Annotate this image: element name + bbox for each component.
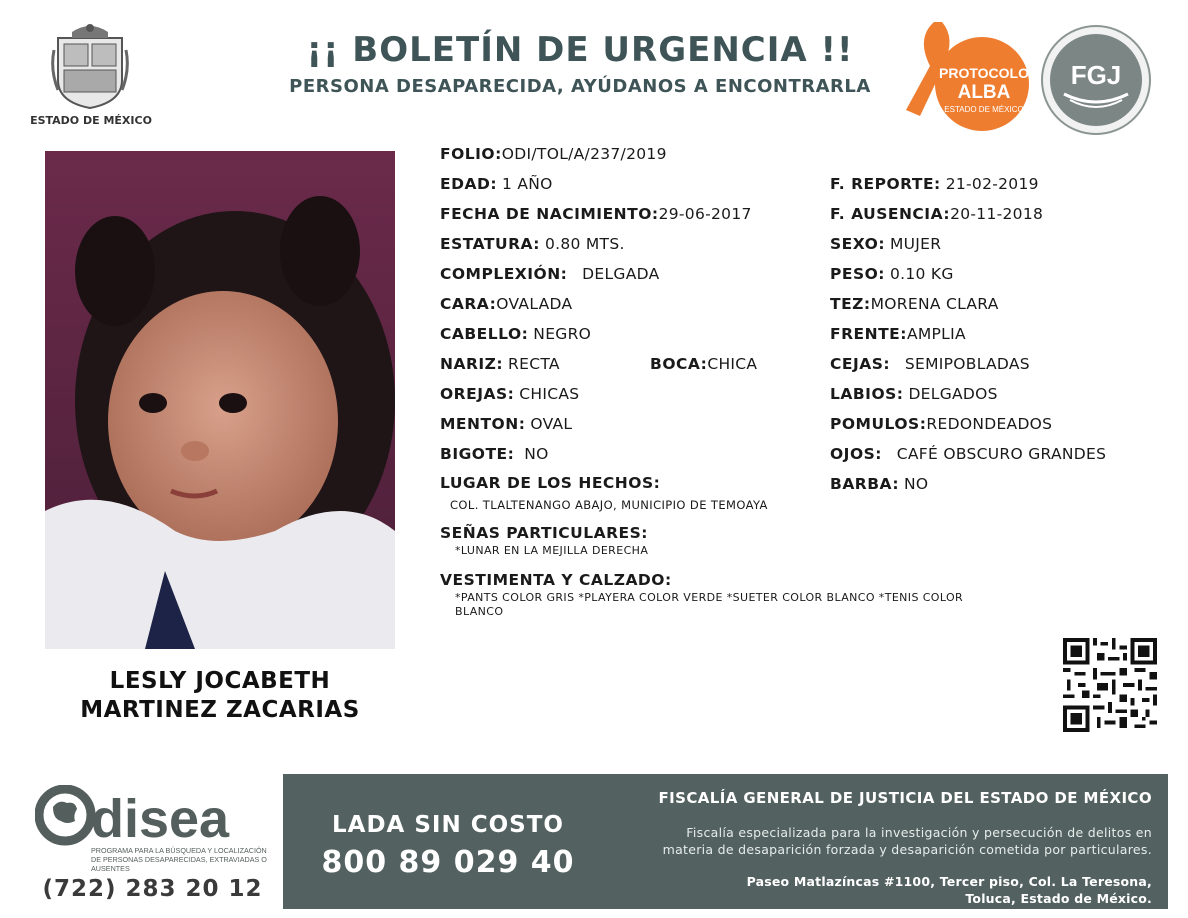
fgj-seal-logo: [1040, 24, 1152, 136]
odisea-desc-line1: PROGRAMA PARA LA BÚSQUEDA Y LOCALIZACIÓN: [91, 846, 267, 855]
field-pomulos: POMULOS:REDONDEADOS: [830, 415, 1053, 433]
field-nariz: NARIZ: RECTA: [440, 355, 560, 373]
field-f-ausencia: F. AUSENCIA:20-11-2018: [830, 205, 1044, 223]
field-complexion: COMPLEXIÓN: DELGADA: [440, 265, 660, 283]
alba-line1: PROTOCOLO: [939, 65, 1029, 81]
lada-sin-costo-label: LADA SIN COSTO: [332, 812, 564, 838]
odisea-desc-line2: DE PERSONAS DESAPARECIDAS, EXTRAVIADAS O: [91, 855, 267, 864]
odisea-phone[interactable]: (722) 283 20 12: [42, 876, 263, 902]
vestimenta-value: *PANTS COLOR GRIS *PLAYERA COLOR VERDE *SUETER COLOR BLANCO *TENIS COLOR BLANCO: [455, 591, 964, 618]
senas-value: *LUNAR EN LA MEJILLA DERECHA: [455, 544, 649, 557]
protocolo-alba-logo: [896, 18, 1032, 134]
bulletin-headline: ¡¡ BOLETÍN DE URGENCIA !!: [306, 30, 854, 70]
field-cara: CARA:OVALADA: [440, 295, 573, 313]
field-bigote: BIGOTE: NO: [440, 445, 549, 463]
toll-free-number[interactable]: 800 89 029 40: [321, 845, 575, 880]
field-frente: FRENTE:AMPLIA: [830, 325, 966, 343]
person-name-line2: MARTINEZ ZACARIAS: [80, 697, 360, 723]
field-fecha-nacimiento: FECHA DE NACIMIENTO:29-06-2017: [440, 205, 752, 223]
odisea-brand: disea: [91, 789, 230, 849]
qr-code[interactable]: [1063, 638, 1157, 732]
fiscalia-description: Fiscalía especializada para la investigación y persecución de delitos en materia de desaparición forzada y desaparición cometida por particulares.: [662, 825, 1152, 857]
field-tez: TEZ:MORENA CLARA: [830, 295, 999, 313]
senas-label: SEÑAS PARTICULARES:: [440, 524, 649, 542]
fiscalia-address: Paseo Matlazíncas #1100, Tercer piso, Col. La Teresona, Toluca, Estado de México.: [746, 874, 1152, 906]
field-ojos: OJOS: CAFÉ OBSCURO GRANDES: [830, 445, 1107, 463]
lugar-value: COL. TLALTENANGO ABAJO, MUNICIPIO DE TEMOAYA: [450, 498, 768, 512]
field-folio: FOLIO:ODI/TOL/A/237/2019: [440, 145, 667, 163]
field-edad: EDAD: 1 AÑO: [440, 175, 553, 193]
bulletin-subheadline: PERSONA DESAPARECIDA, AYÚDANOS A ENCONTRARLA: [289, 76, 871, 97]
field-boca: BOCA:CHICA: [650, 355, 758, 373]
field-f-reporte: F. REPORTE: 21-02-2019: [830, 175, 1039, 193]
alba-line3: ESTADO DE MÉXICO: [944, 105, 1024, 114]
field-menton: MENTON: OVAL: [440, 415, 573, 433]
field-peso: PESO: 0.10 KG: [830, 265, 954, 283]
alba-line2: ALBA: [957, 82, 1011, 103]
estado-de-mexico-coat-of-arms: [50, 20, 130, 110]
person-name: [45, 667, 395, 725]
odisea-logo: [35, 785, 270, 873]
field-sexo: SEXO: MUJER: [830, 235, 942, 253]
odisea-desc-line3: AUSENTES: [91, 864, 130, 873]
lugar-label: LUGAR DE LOS HECHOS:: [440, 474, 661, 492]
person-name-line1: LESLY JOCABETH: [109, 668, 331, 694]
field-cejas: CEJAS: SEMIPOBLADAS: [830, 355, 1030, 373]
field-barba: BARBA: NO: [830, 475, 929, 493]
fgj-text: FGJ: [1070, 60, 1122, 90]
field-labios: LABIOS: DELGADOS: [830, 385, 998, 403]
field-orejas: OREJAS: CHICAS: [440, 385, 580, 403]
field-estatura: ESTATURA: 0.80 MTS.: [440, 235, 625, 253]
field-cabello: CABELLO: NEGRO: [440, 325, 592, 343]
fiscalia-title: FISCALÍA GENERAL DE JUSTICIA DEL ESTADO DE MÉXICO: [658, 789, 1152, 807]
missing-person-photo: [45, 151, 395, 649]
state-label: ESTADO DE MÉXICO: [30, 114, 152, 127]
vestimenta-label: VESTIMENTA Y CALZADO:: [440, 571, 672, 589]
